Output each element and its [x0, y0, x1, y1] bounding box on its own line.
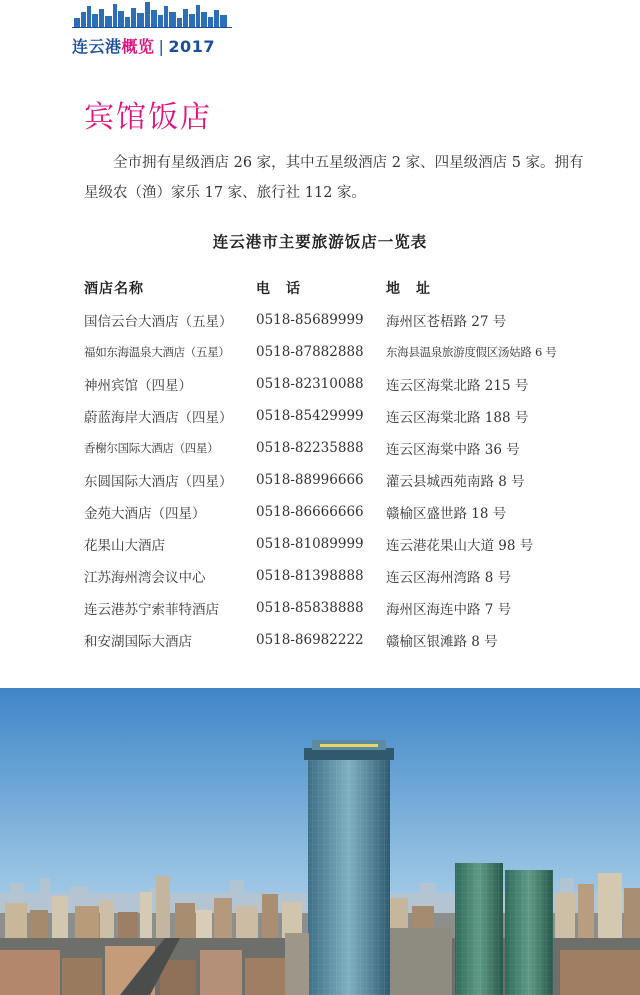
brand-year: 2017: [168, 37, 215, 56]
hotel-phone: 0518-87882888: [256, 344, 364, 360]
header-phone: 电 话: [256, 281, 301, 297]
hotel-name: 花果山大酒店: [84, 538, 165, 554]
hotel-address: 东海县温泉旅游度假区汤姑路 6 号: [386, 345, 557, 359]
header-name: 酒店名称: [84, 281, 144, 297]
hotel-phone: 0518-88996666: [256, 472, 364, 488]
section-title: 宾馆饭店: [84, 100, 212, 135]
table-row: [84, 496, 584, 528]
hotel-name: 香榭尔国际大酒店（四星）: [84, 441, 219, 455]
hotel-phone: 0518-85838888: [256, 600, 364, 616]
hotel-name: 江苏海州湾会议中心: [84, 570, 206, 586]
hotel-address: 海州区海连中路 7 号: [386, 602, 512, 618]
header-address: 地 址: [386, 281, 431, 297]
hotel-name: 国信云台大酒店（五星）: [84, 314, 233, 330]
hotel-address: 连云区海棠中路 36 号: [386, 442, 520, 458]
hotel-phone: 0518-82310088: [256, 376, 364, 392]
intro-paragraph: [84, 148, 584, 208]
table-title: 连云港市主要旅游饭店一览表: [212, 233, 428, 251]
hotel-name: 和安湖国际大酒店: [84, 634, 192, 650]
table-row: [84, 560, 584, 592]
table-row: [84, 400, 584, 432]
hotel-address: 赣榆区银滩路 8 号: [386, 634, 498, 650]
brand-title: [72, 34, 215, 57]
table-row: [84, 336, 584, 368]
table-row: [84, 528, 584, 560]
table-row: [84, 368, 584, 400]
hotel-address: 连云区海棠北路 215 号: [386, 378, 529, 394]
hotel-phone: 0518-85429999: [256, 408, 364, 424]
hotel-table: [84, 272, 584, 656]
hotel-phone: 0518-81398888: [256, 568, 364, 584]
header-banner: [72, 0, 242, 62]
hotel-name: 神州宾馆（四星）: [84, 378, 192, 394]
hotel-phone: 0518-86666666: [256, 504, 364, 520]
brand-separator: |: [158, 37, 165, 56]
city-skyline-photo: [0, 688, 640, 995]
hotel-name: 东圆国际大酒店（四星）: [84, 474, 233, 490]
hotel-address: 海州区苍梧路 27 号: [386, 314, 507, 330]
hotel-phone: 0518-82235888: [256, 440, 364, 456]
hotel-address: 灌云县城西苑南路 8 号: [386, 474, 525, 490]
table-row: [84, 624, 584, 656]
table-row: [84, 304, 584, 336]
hotel-address: 连云区海棠北路 188 号: [386, 410, 529, 426]
hotel-phone: 0518-85689999: [256, 312, 364, 328]
hotel-address: 连云区海州湾路 8 号: [386, 570, 512, 586]
hotel-name: 福如东海温泉大酒店（五星）: [84, 345, 230, 359]
brand-city: 连云港: [72, 37, 122, 56]
hotel-address: 赣榆区盛世路 18 号: [386, 506, 507, 522]
hotel-address: 连云港花果山大道 98 号: [386, 538, 534, 554]
intro-text: 全市拥有星级酒店 26 家，其中五星级酒店 2 家、四星级酒店 5 家。拥有星级农（渔）家乐 17 家、旅行社 112 家。: [84, 155, 584, 201]
brand-overview: 概览: [121, 37, 155, 56]
hotel-name: 蔚蓝海岸大酒店（四星）: [84, 410, 233, 426]
table-header-row: [84, 272, 584, 304]
hotel-phone: 0518-86982222: [256, 632, 364, 648]
skyline-logo-icon: [72, 0, 232, 28]
hotel-phone: 0518-81089999: [256, 536, 364, 552]
hotel-name: 金苑大酒店（四星）: [84, 506, 206, 522]
table-row: [84, 592, 584, 624]
table-row: [84, 464, 584, 496]
table-row: [84, 432, 584, 464]
hotel-name: 连云港苏宁索菲特酒店: [84, 602, 219, 618]
